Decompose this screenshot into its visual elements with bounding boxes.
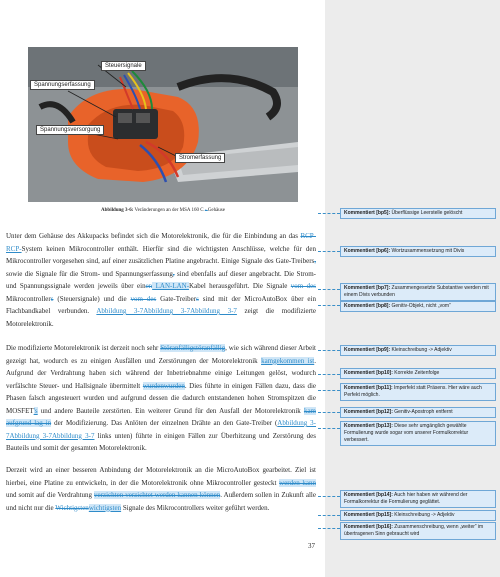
tracked-deletion: kam aufgrund lag in [6,406,316,427]
text-run: Unter dem Gehäuse des Akkupacks befindet sich die Motorelektronik, die für die Einbindung an das [6,232,301,240]
comment-text: Zusammenschreibung, wenn „weiter“ im übertragenen Sinn gebraucht wird [344,524,484,537]
comment-anchor-line [318,374,340,375]
text-run: , wie sich während dieser Arbeit gezeigt hat, wodurch es zu einigen Ausfällen und Zerstörungen der Motorelektronik [6,344,316,365]
tracked-deletion: s [196,294,199,303]
tracked-deletion: Störanfälligstöranfällig [160,344,226,352]
comment-anchor-line [318,528,340,529]
caption-text: Veränderungen an der MSA 160 C [133,208,204,213]
caption-label: Abbildung 3-6: [101,208,134,213]
comment-author: Kommentiert [bp6]: [344,248,391,254]
comment-anchor-line [318,515,340,516]
comment-text: Genitiv-Apostroph entfernt [394,409,453,415]
tracked-deletion: wurdenwurden [142,381,185,390]
comment-author: Kommentiert [bp5]: [344,210,391,216]
tracked-deletion: Wichtigsten [55,503,89,512]
text-run: . Außerdem sollen in Zukunft alle und nicht nur die [6,491,316,512]
text-run: Die modifizierte Motorelektronik ist derzeit noch sehr [6,344,161,352]
comment-bp5[interactable] [340,208,496,219]
comment-bp6[interactable] [340,246,496,257]
comment-bp7[interactable] [340,283,496,301]
text-run: sind mit der MicroAutoBox über ein Flachbandkabel verbunden. [6,294,316,315]
comment-text: Zusammengesetzte Substantive werden mit einem Divis verbunden [344,285,489,298]
tracked-insertion: Abbildung 3-7Abbildung 3-7Abbildung 3-7 [96,307,237,315]
comment-author: Kommentiert [bp16]: [344,524,393,530]
tracked-deletion: werden kann [279,478,316,487]
page-number: 37 [308,542,315,550]
tracked-deletion: RCP- [300,232,316,240]
comment-text: Imperfekt statt Präsens. Hier wäre auch Perfekt möglich. [344,385,482,398]
comment-bp8[interactable] [340,301,496,312]
tracked-insertion: LAN-LAN- [152,282,190,290]
comment-author: Kommentiert [bp8]: [344,303,391,309]
comment-text: Auch hier haben wir während der Formalkorrektur die Formulierung geglättet. [344,492,468,505]
tracked-insertion: kamgekommen ist [261,356,315,365]
text-run: . Aufgrund der Verdrahtung haben sich während der Inbetriebnahme einige Leitungen gelöst, wodurch verfälschte Steuer- und Hallsignale übermittelt [6,356,316,390]
comment-bp9[interactable] [340,345,496,356]
label-current-sense: Stromerfassung [175,153,225,163]
comment-anchor-line [318,289,340,290]
caption-deletion: - [204,208,208,213]
text-run: Gate-Treiber [156,294,197,303]
figure-caption [28,207,298,214]
text-run: der Modifizierung. Das Anlöten der einzelnen Drähte an den Gate-Treiber ( [51,419,278,427]
comment-text: Diese sehr umgänglich gewählte Formulierung wurde sogar vom unserer Formulkorrektur verbessert. [344,423,469,443]
text-run: (Steuersignale) und die [53,294,131,303]
tracked-insertion: RCP- [6,244,22,253]
label-voltage-sense: Spannungserfassung [30,80,95,90]
comment-text: Überflüssige Leerstelle gelöscht [391,210,463,216]
comment-text: Kleinschreibung -> Adjektiv [394,512,455,518]
comment-author: Kommentiert [bp13]: [344,423,393,429]
figure-photo [28,47,298,202]
text-run: und somit auf die Verdrahtung [6,491,95,499]
paragraph-1 [6,230,316,330]
text-run: sowie die Signale für die Strom- und Spannungserfassung [6,269,173,278]
tracked-deletion: s [50,294,54,303]
comment-anchor-line [318,305,340,306]
text-run: links unten) führte in einigen Fällen zur Überhitzung und Zerstörung des Bauteils und somit der gesamten Motorelektronik. [6,431,316,452]
comment-bp13[interactable] [340,421,496,446]
comment-text: Genitiv-Objekt, nicht „vom“ [391,303,451,309]
tracked-insertion: wichtigsten [88,503,122,512]
comment-author: Kommentiert [bp15]: [344,512,393,518]
comment-anchor-line [318,496,340,497]
comment-bp15[interactable] [340,510,496,521]
label-power-supply: Spannungsversorgung [36,125,104,135]
comment-text: Wortzusammensetzung mit Divis [391,248,465,254]
comment-author: Kommentiert [bp9]: [344,347,391,353]
comment-anchor-line [318,251,340,252]
text-run: . Dies führte in einigen Fällen dazu, dass die Phasen falsch angesteuert wurden und aufgrund dessen die dadurch entstandenen hohen Stromspitzen die MOSFET [6,381,316,415]
text-run: sind ebenfalls auf dieser angebracht. Die Strom- und Spannungssignale werden jeweils über ein [6,269,316,290]
tracked-insertion: 's [33,406,38,415]
caption-end: Gehäuse [207,208,225,213]
tracked-insertion: Abbildung 3-7Abbildung 3-7Abbildung 3-7 [6,419,317,440]
tracked-deletion: vom des [290,282,316,290]
comment-bp12[interactable] [340,407,496,418]
comment-author: Kommentiert [bp10]: [344,370,393,376]
label-control-signals: Steuersignale [101,61,146,71]
tracked-deletion: vom des [130,294,157,303]
comment-author: Kommentiert [bp12]: [344,409,393,415]
text-run: Mikrocontroller [6,294,51,303]
text-run: System keinen Mikrocontroller enthält. Hierfür sind die wichtigsten Anschlüsse, welche für den Mikrocontroller vorgesehen sind, auf einer zusätzlichen Platine angebracht. Einige Signale des Gate-Treibers [6,244,316,265]
text-run: Signale des Mikrocontrollers weiter geführt werden. [121,503,270,512]
tracked-deletion: en [145,282,153,290]
comment-text: Korrekte Zeitenfolge [394,370,440,376]
comment-author: Kommentiert [bp14]: [344,492,393,498]
comment-author: Kommentiert [bp7]: [344,285,391,291]
comment-anchor-line [318,350,340,351]
comment-anchor-line [318,390,340,391]
comment-anchor-line [318,213,340,214]
comment-bp14[interactable] [340,490,496,508]
comment-text: Kleinschreibung -> Adjektiv [391,347,452,353]
text-run: Kabel herausgeführt. Die Signale [189,282,291,290]
comment-author: Kommentiert [bp11]: [344,385,393,391]
paragraph-2 [6,342,316,455]
tracked-deletion: verzichten verzichtet werden kannen können [94,491,221,499]
tracked-deletion: , [314,257,316,265]
text-run: und andere Bauteile zerstörten. Ein weiterer Grund für den Ausfall der Motorelektronik [37,406,304,415]
comment-bp16[interactable] [340,522,496,540]
comment-anchor-line [318,412,340,413]
comment-bp10[interactable] [340,368,496,379]
text-run: Derzeit wird an einer besseren Anbindung der Motorelektronik an die MicroAutoBox gearbeitet. Ziel ist hierbei, eine Platine zu entwickeln, in der die Motorelektronik ohne Mikrocontroller gesteckt [6,466,316,487]
text-run: zeigt die modifizierte Motorelektronik. [6,307,316,328]
tracked-deletion: , [172,269,175,278]
comment-anchor-line [318,428,340,429]
comment-bp11[interactable] [340,383,496,401]
paragraph-3 [6,464,316,514]
